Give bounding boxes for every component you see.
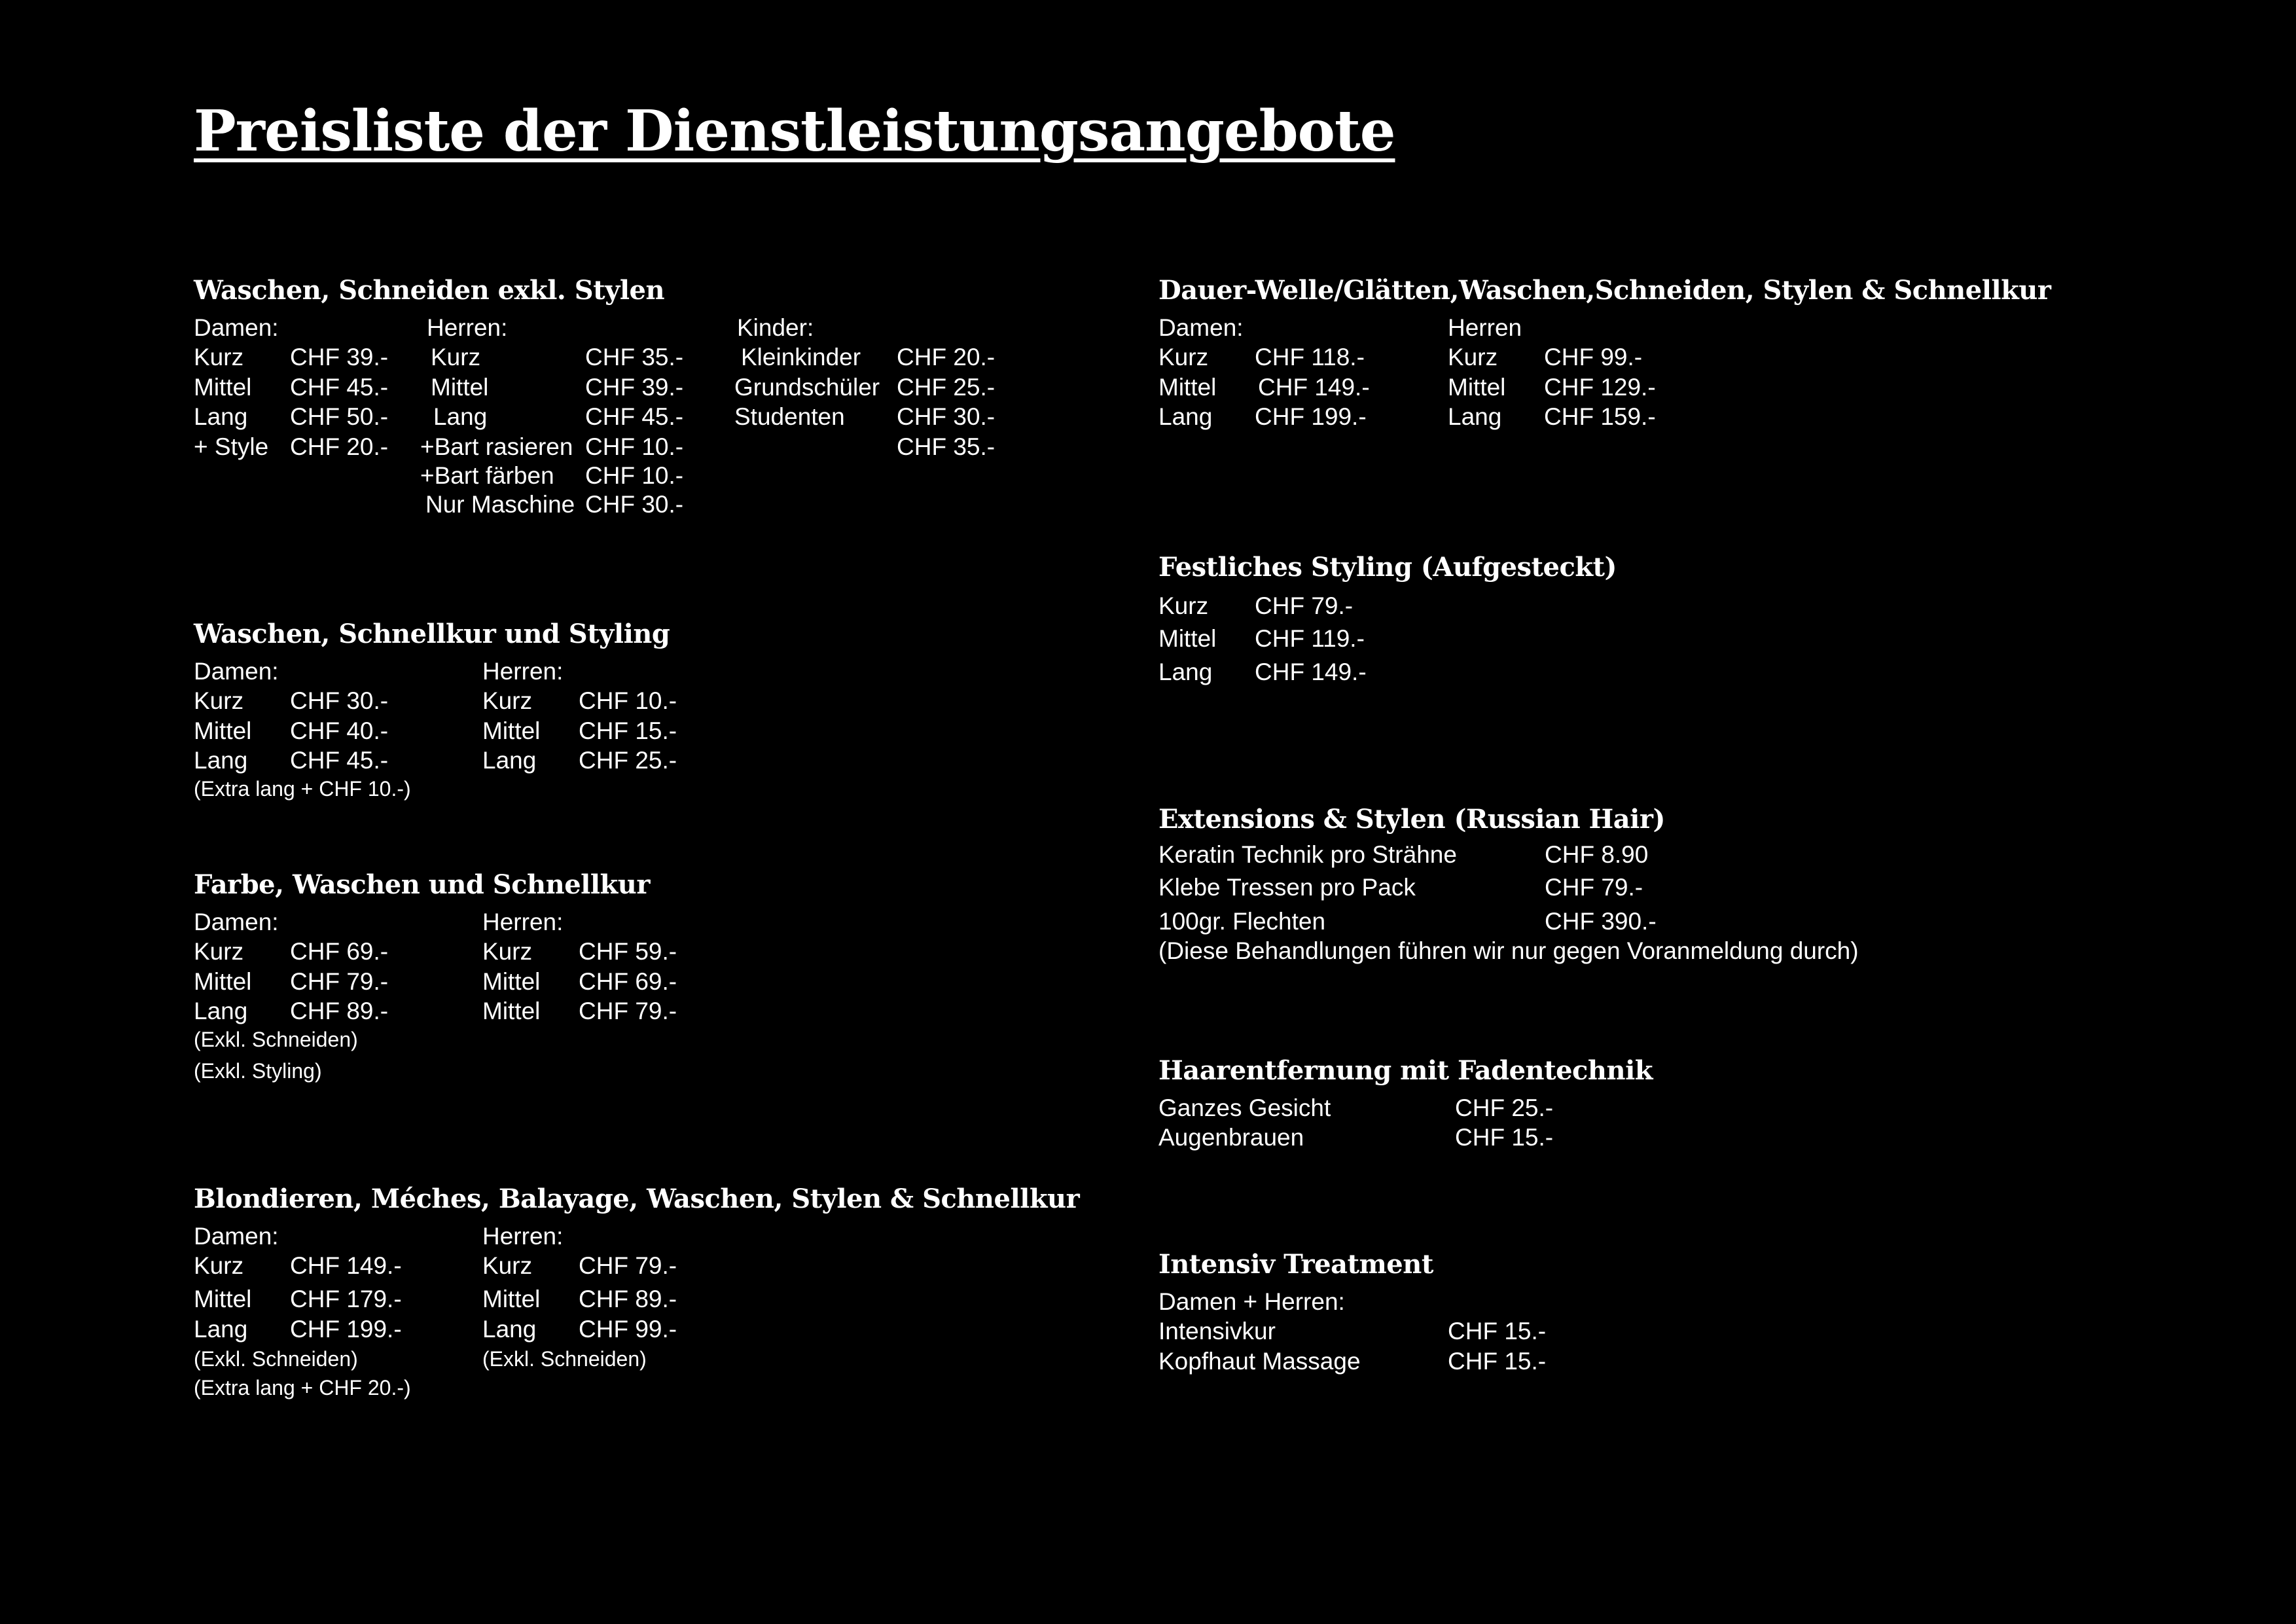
price-label: Lang: [1448, 403, 1502, 430]
price-label: Lang: [194, 403, 248, 430]
damen-label: Damen:: [194, 658, 279, 685]
price-label: Lang: [194, 998, 248, 1024]
price-value: CHF 25.-: [897, 374, 996, 401]
section-heading: Farbe, Waschen und Schnellkur: [194, 869, 650, 900]
herren-label: Herren:: [427, 314, 508, 341]
price-label: Grundschüler: [734, 374, 880, 401]
section-waschen-schnellkur-styling: [194, 619, 848, 815]
price-value: CHF 199.-: [290, 1316, 402, 1343]
section-dauerwelle: [1158, 275, 2206, 445]
price-label: Lang: [194, 1316, 248, 1343]
price-label: Lang: [482, 1316, 537, 1343]
section-blondieren: [194, 1183, 1110, 1406]
price-label: Kurz: [1158, 344, 1209, 370]
price-label: Lang: [482, 747, 537, 774]
group-label: Damen + Herren:: [1158, 1288, 1345, 1315]
price-value: CHF 149.-: [290, 1252, 402, 1279]
price-value: CHF 15.-: [1448, 1348, 1547, 1375]
section-intensiv-treatment: [1158, 1249, 1813, 1393]
damen-label: Damen:: [194, 314, 279, 341]
note: (Exkl. Schneiden): [194, 1347, 358, 1371]
price-label: Mittel: [1448, 374, 1506, 401]
price-label: Kurz: [194, 938, 244, 965]
price-value: CHF 39.-: [585, 374, 684, 401]
price-value: CHF 25.-: [1455, 1094, 1554, 1121]
price-value: CHF 89.-: [290, 998, 389, 1024]
herren-label: Herren: [1448, 314, 1522, 341]
price-value: CHF 99.-: [579, 1316, 677, 1343]
price-value: CHF 79.-: [579, 998, 677, 1024]
price-label: Lang: [194, 747, 248, 774]
price-value: CHF 10.-: [585, 433, 684, 460]
price-label: Kurz: [482, 938, 533, 965]
price-value: CHF 390.-: [1545, 908, 1657, 935]
section-heading: Extensions & Stylen (Russian Hair): [1158, 804, 1665, 835]
price-label: Mittel: [482, 998, 541, 1024]
price-value: CHF 20.-: [897, 344, 996, 370]
price-value: CHF 129.-: [1544, 374, 1656, 401]
herren-label: Herren:: [482, 1223, 564, 1250]
price-value: CHF 15.-: [579, 717, 677, 744]
price-label: Mittel: [194, 374, 252, 401]
price-label: Kurz: [1158, 592, 1209, 619]
note: (Exkl. Schneiden): [194, 1028, 358, 1051]
price-value: CHF 149.-: [1255, 659, 1367, 685]
section-waschen-schneiden: [194, 275, 1045, 524]
price-value: CHF 69.-: [290, 938, 389, 965]
note: (Exkl. Styling): [194, 1059, 322, 1083]
price-value: CHF 30.-: [290, 687, 389, 714]
section-heading: Waschen, Schneiden exkl. Stylen: [194, 275, 665, 306]
section-heading: Haarentfernung mit Fadentechnik: [1158, 1055, 1653, 1086]
price-label: Mittel: [194, 717, 252, 744]
price-label: Lang: [433, 403, 488, 430]
damen-label: Damen:: [194, 1223, 279, 1250]
price-label: +Bart rasieren: [420, 433, 573, 460]
price-value: CHF 69.-: [579, 968, 677, 995]
price-value: CHF 149.-: [1258, 374, 1370, 401]
price-label: Studenten: [734, 403, 845, 430]
price-label: Mittel: [1158, 625, 1217, 652]
price-value: CHF 39.-: [290, 344, 389, 370]
price-value: CHF 20.-: [290, 433, 389, 460]
price-value: CHF 79.-: [1255, 592, 1354, 619]
price-value: CHF 35.-: [585, 344, 684, 370]
price-label: 100gr. Flechten: [1158, 908, 1326, 935]
price-label: Mittel: [194, 1286, 252, 1312]
section-festliches-styling: [1158, 552, 1813, 696]
price-label: Intensivkur: [1158, 1318, 1276, 1344]
section-farbe-waschen-schnellkur: [194, 869, 848, 1092]
price-value: CHF 59.-: [579, 938, 677, 965]
price-label: Lang: [1158, 403, 1213, 430]
price-label: Kurz: [482, 1252, 533, 1279]
price-value: CHF 30.-: [897, 403, 996, 430]
price-value: CHF 15.-: [1448, 1318, 1547, 1344]
note: (Extra lang + CHF 10.-): [194, 777, 411, 801]
note: (Exkl. Schneiden): [482, 1347, 647, 1371]
price-value: CHF 10.-: [585, 462, 684, 489]
price-value: CHF 35.-: [897, 433, 996, 460]
price-value: CHF 45.-: [585, 403, 684, 430]
price-value: CHF 8.90: [1545, 841, 1649, 868]
price-label: Mittel: [482, 1286, 541, 1312]
section-extensions: [1158, 804, 2140, 974]
damen-label: Damen:: [194, 909, 279, 935]
price-value: CHF 45.-: [290, 374, 389, 401]
section-heading: Intensiv Treatment: [1158, 1249, 1433, 1280]
section-haarentfernung: [1158, 1055, 1813, 1166]
price-label: Kleinkinder: [741, 344, 861, 370]
price-label: Ganzes Gesicht: [1158, 1094, 1331, 1121]
price-label: Mittel: [482, 968, 541, 995]
price-value: CHF 99.-: [1544, 344, 1643, 370]
price-value: CHF 45.-: [290, 747, 389, 774]
price-value: CHF 50.-: [290, 403, 389, 430]
price-label: Klebe Tressen pro Pack: [1158, 874, 1416, 901]
section-heading: Festliches Styling (Aufgesteckt): [1158, 552, 1617, 583]
price-label: Augenbrauen: [1158, 1124, 1304, 1151]
price-value: CHF 30.-: [585, 491, 684, 518]
price-value: CHF 79.-: [1545, 874, 1643, 901]
note: (Extra lang + CHF 20.-): [194, 1376, 411, 1399]
price-label: Lang: [1158, 659, 1213, 685]
section-heading: Blondieren, Méches, Balayage, Waschen, Stylen & Schnellkur: [194, 1183, 1080, 1214]
price-label: Kopfhaut Massage: [1158, 1348, 1361, 1375]
price-label: +Bart färben: [420, 462, 554, 489]
price-label: + Style: [194, 433, 269, 460]
price-label: Kurz: [194, 344, 244, 370]
damen-label: Damen:: [1158, 314, 1244, 341]
price-value: CHF 118.-: [1255, 344, 1365, 370]
price-value: CHF 15.-: [1455, 1124, 1554, 1151]
price-value: CHF 79.-: [290, 968, 389, 995]
price-label: Mittel: [431, 374, 489, 401]
herren-label: Herren:: [482, 658, 564, 685]
price-value: CHF 79.-: [579, 1252, 677, 1279]
price-value: CHF 199.-: [1255, 403, 1367, 430]
price-label: Mittel: [1158, 374, 1217, 401]
page-title: Preisliste der Dienstleistungsangebote: [194, 98, 1395, 164]
price-label: Kurz: [431, 344, 481, 370]
price-value: CHF 40.-: [290, 717, 389, 744]
price-label: Kurz: [482, 687, 533, 714]
kinder-label: Kinder:: [737, 314, 814, 341]
price-value: CHF 25.-: [579, 747, 677, 774]
price-label: Kurz: [194, 1252, 244, 1279]
section-heading: Waschen, Schnellkur und Styling: [194, 619, 670, 649]
price-label: Mittel: [194, 968, 252, 995]
price-label: Nur Maschine: [425, 491, 575, 518]
herren-label: Herren:: [482, 909, 564, 935]
price-label: Mittel: [482, 717, 541, 744]
price-value: CHF 89.-: [579, 1286, 677, 1312]
price-value: CHF 179.-: [290, 1286, 402, 1312]
price-label: Kurz: [1448, 344, 1498, 370]
section-heading: Dauer-Welle/Glätten,Waschen,Schneiden, Stylen & Schnellkur: [1158, 275, 2051, 306]
price-value: CHF 119.-: [1255, 625, 1365, 652]
price-label: Keratin Technik pro Strähne: [1158, 841, 1457, 868]
note: (Diese Behandlungen führen wir nur gegen Voranmeldung durch): [1158, 937, 1859, 964]
price-label: Kurz: [194, 687, 244, 714]
price-value: CHF 159.-: [1544, 403, 1656, 430]
price-value: CHF 10.-: [579, 687, 677, 714]
